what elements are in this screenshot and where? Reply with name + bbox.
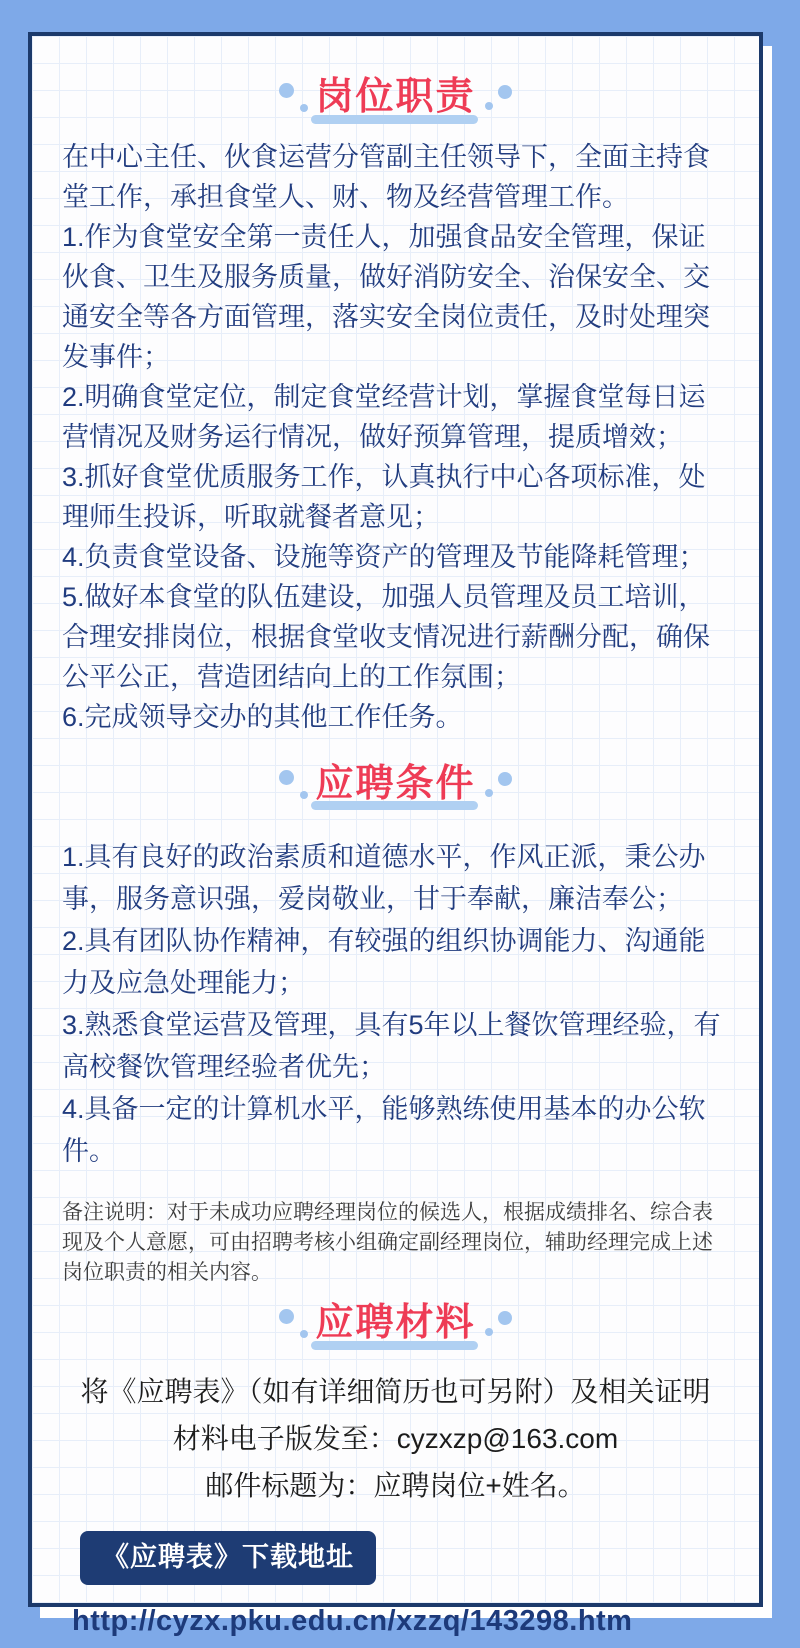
remark-note: [62, 1198, 729, 1288]
section-heading-requirements: [315, 763, 475, 807]
decor-dot-icon: [498, 772, 512, 786]
materials-line: 将《应聘表》（如有详细简历也可另附）及相关证明: [80, 1376, 711, 1408]
download-url-link[interactable]: http://cyzx.pku.edu.cn/xzzq/143298.htm: [72, 1605, 633, 1638]
decor-dot-icon: [485, 102, 493, 110]
job-duty-item: 4.负责食堂设备、设施等资产的管理及节能降耗管理；: [62, 541, 706, 572]
job-duties-heading-text: 岗位职责: [315, 76, 476, 118]
job-duty-item: 1.作为食堂安全第一责任人，加强食品安全管理，保证伙食、卫生及服务质量，做好消防安全、治保安全、交通安全等各方面管理，落实安全岗位责任，及时处理突发事件；: [62, 221, 710, 372]
job-duty-item: 5.做好本食堂的队伍建设，加强人员管理及员工培训，合理安排岗位，根据食堂收支情况进行薪酬分配，确保公平公正，营造团结向上的工作氛围；: [62, 581, 710, 692]
materials-heading-text: 应聘材料: [315, 1302, 476, 1345]
materials-line-email: 材料电子版发至：cyzxzp@163.com: [172, 1423, 619, 1455]
decor-dot-icon: [279, 770, 294, 785]
decor-dot-icon: [485, 1328, 493, 1336]
decor-dot-icon: [300, 791, 308, 799]
job-duty-item: 3.抓好食堂优质服务工作，认真执行中心各项标准，处理师生投诉，听取就餐者意见；: [62, 461, 706, 532]
application-form-download-button[interactable]: 《应聘表》下载地址: [80, 1531, 376, 1585]
materials-line-subject: 邮件标题为：应聘岗位+姓名。: [205, 1470, 586, 1502]
job-duty-item: 2.明确食堂定位，制定食堂经营计划，掌握食堂每日运营情况及财务运行情况，做好预算管理，提质增效；: [62, 381, 706, 452]
job-duty-item: 6.完成领导交办的其他工作任务。: [62, 701, 463, 732]
poster-card: [28, 32, 763, 1638]
job-duties-body: [62, 137, 729, 737]
section-heading-job-duties: [315, 76, 475, 120]
decor-dot-icon: [300, 104, 308, 112]
decor-dot-icon: [498, 85, 512, 99]
section-heading-materials: [315, 1302, 475, 1346]
remark-note-text: 备注说明：对于未成功应聘经理岗位的候选人，根据成绩排名、综合表现及个人意愿，可由招聘考核小组确定副经理岗位，辅助经理完成上述岗位职责的相关内容。: [62, 1201, 713, 1285]
requirements-body: [62, 836, 729, 1172]
requirement-item: 1.具有良好的政治素质和道德水平，作风正派，秉公办事，服务意识强，爱岗敬业，甘于奉献，廉洁奉公；: [62, 842, 706, 915]
requirement-item: 4.具备一定的计算机水平，能够熟练使用基本的办公软件。: [62, 1094, 706, 1167]
requirements-heading-text: 应聘条件: [315, 762, 476, 805]
decor-dot-icon: [300, 1330, 308, 1338]
decor-dot-icon: [485, 789, 493, 797]
requirement-item: 3.熟悉食堂运营及管理，具有5年以上餐饮管理经验，有高校餐饮管理经验者优先；: [62, 1010, 721, 1083]
decor-dot-icon: [279, 83, 294, 98]
job-duties-intro: 在中心主任、伙食运营分管副主任领导下，全面主持食堂工作，承担食堂人、财、物及经营管理工作。: [62, 141, 710, 212]
decor-dot-icon: [279, 1309, 294, 1324]
decor-dot-icon: [498, 1311, 512, 1325]
requirement-item: 2.具有团队协作精神，有较强的组织协调能力、沟通能力及应急处理能力；: [62, 926, 706, 999]
materials-instructions: [62, 1368, 729, 1509]
